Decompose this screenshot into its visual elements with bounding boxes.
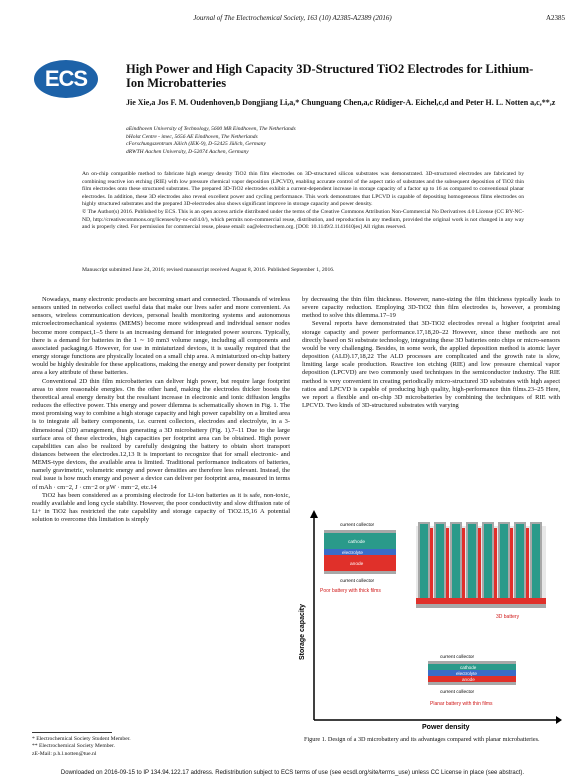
y-axis-arrow xyxy=(310,510,318,518)
affiliation: dRWTH Aachen University, D-52074 Aachen, Germany xyxy=(126,148,249,155)
logo-text: ECS xyxy=(44,66,88,91)
3d-anode-base xyxy=(416,598,546,604)
license-text: © The Author(s) 2016. Published by ECS. This is an open access article distributed under the terms of the Creative Commons Attribution Non-Commercial No Derivatives 4.0 License (CC BY-NC-ND, http://creativecommons.org/licenses/by-nc-nd/4.0/), which permits non-commercial reuse, distribution, and reproduction in any medium, provided the original work is not changed in any way and is properly cited. For permission for commercial reuse, please email: oa@electrochem.org. [DOI: 10.1149/2.1141610jes] All rights reserved. xyxy=(82,208,524,231)
label-cathode: cathode xyxy=(348,540,366,545)
label-current-collector: current collector xyxy=(340,523,375,528)
paragraph: Several reports have demonstrated that 3D-TiO2 electrodes reveal a higher footprint areal storage capacity and power performance.17,18,20–22 However, since these methods are not directly based on Si substrate technology, integrating these 3D batteries onto chips or micro-sensors would be very challenging. Besides, in some work, the applied deposition method is atomic layer deposition (ALD).17,18,22 The ALD processes are complicated and the growth rate is slow, limiting large scale production. Reactive ion etching (RIE) and low pressure chemical vapor deposition (LPCVD) are two commonly used techniques in the semiconductor industry. The RIE method is very convenient in creating periodically micro-structured 3D substrates with high aspect ratios and LPCVD is capable of producing high quality, high-performance thin films.23–25 Here, we report a flexible and on-chip 3D microbatteries by combining the techniques of RIE with LPCVD. Two kinds of 3D-structured substrates with varying xyxy=(302,320,560,410)
paragraph: Conventional 2D thin film microbatteries can deliver high power, but require large footprint areas to store reasonable energies. On the other hand, making the electrodes thicker boosts the theoretical areal energy density but the resultant increase in electronic and ionic diffusion lengths reduces the effective power. This energy and power dilemma is schematically shown in Fig. 1. The most promising way to combine a high storage capacity and high power capability on a limited area is to integrate all battery components, i.e. current collectors, electrodes and electrolyte, in a 3-dimensional (3D) arrangement, thus generating a 3D microbattery (Fig. 1).7–11 Due to the large surface area of these electrodes, high capacities per footprint area can be obtained. High power capabilities can also be realized by carefully designing the battery to obtain short transport distances between the electrodes.12,13 It is important to recognize that for small electronic- and MEMS-type devices, the available area is limited. Traditional performance indicators of batteries, namely gravimetric, volumetric energy and power densities are therefore less relevant. Instead, the real issue is how much energy and power a device can deliver per footprint area, measured in terms of mAh · cm−2, J · cm−2 or μW · mm−2, etc.14 xyxy=(32,377,290,491)
affiliation: bHolst Centre - imec, 5656 AE Eindhoven, The Netherlands xyxy=(126,133,258,140)
label-anode: anode xyxy=(462,677,475,682)
planar-battery xyxy=(428,654,516,707)
3d-collector-base xyxy=(416,604,546,608)
footnotes xyxy=(32,736,290,758)
x-axis-label: Power density xyxy=(422,724,470,731)
thick-film-battery xyxy=(320,522,396,594)
download-notice: Downloaded on 2016-09-15 to IP 134.94.122.17 address. Redistribution subject to ECS terms of use (see ecsdl.org/site/terms_use) unless CC License in place (see abstract). xyxy=(60,770,525,776)
submission-dates: Manuscript submitted June 24, 2016; revised manuscript received August 8, 2016. Published September 1, 2016. xyxy=(82,267,335,273)
label-current-collector: current collector xyxy=(440,655,475,660)
3d-battery xyxy=(416,522,546,620)
affiliations xyxy=(126,126,546,156)
affiliation: cForschungszentrum Jülich (IEK-9), D-52425 Jülich, Germany xyxy=(126,141,266,147)
ecs-logo xyxy=(34,60,98,98)
page-number: A2385 xyxy=(545,14,565,22)
paragraph: TiO2 has been considered as a promising electrode for Li-ion batteries as it is safe, non-toxic, readily available and long cycle stability. However, the poor conductivity and slow diffusion rate of Li+ in TiO2 has restricted the rate capability and storage capacity of TiO2.15,16 A potential solution to overcome this limitation is simply xyxy=(32,491,290,524)
abstract-text: An on-chip compatible method to fabricate high energy density TiO2 thin film electrodes on 3D-structured silicon substrates was demonstrated. 3D-structured electrodes are fabricated by combining reactive ion etching (RIE) with low pressure chemical vapor deposition (LPCVD), enabling accurate control of the aspect ratio of substrates and the subsequent deposition of TiO2 thin film electrodes onto these structured substrates. The prepared 3D-TiO2 electrodes exhibit a current-dependent increase in storage capacity of a factor up to 16 as compared to conventional planar electrodes. In addition, these 3D electrodes also reveal excellent power and cycling performance. This work demonstrates that LPCVD is capable of depositing homogeneous films electrodes on highly structured substrates and the prepared 3D-electrodes also shows significant improve in storage capacity and power density. xyxy=(82,171,524,208)
footnote-divider xyxy=(32,732,112,733)
journal-header: Journal of The Electrochemical Society, 163 (10) A2385-A2389 (2016) xyxy=(193,14,392,22)
footnote: ** Electrochemical Society Member. xyxy=(32,743,115,750)
figure-1 xyxy=(300,510,562,758)
collector-layer xyxy=(428,682,516,685)
label-poor-battery: Poor battery with thick films xyxy=(320,588,381,594)
label-planar-battery: Planar battery with thin films xyxy=(430,701,493,707)
collector-layer xyxy=(324,571,396,574)
collector-layer xyxy=(324,530,396,533)
label-cathode: cathode xyxy=(460,665,477,670)
y-axis-label: Storage capacity xyxy=(299,603,306,660)
x-axis-arrow xyxy=(556,716,562,724)
label-3d-battery: 3D battery xyxy=(496,614,520,620)
paragraph: Nowadays, many electronic products are becoming smart and connected. Thousands of wireless sensors united in networks collect useful data that make our lives safer and more convenient. As sensors, wireless communication devices, personal health monitoring systems and autonomous microelectromechanical systems (MEMS) become more widespread and individual sensor nodes become more compact,1–5 there is an increasing demand for integrated power sources. Typically, there is a demand for batteries in the 1 ∼ 10 mm3 volume range, including all components and associated packaging.6 However, for use in miniaturized devices, it is usually required that the energy storage functions are physically located on a small chip area. A miniaturized on-chip battery would be highly desirable for these applications, making the energy and power density per footprint area a key attribute of these batteries. xyxy=(32,296,290,377)
author-list: Jie Xie,a Jos F. M. Oudenhoven,b Dongjiang Li,a,* Chunguang Chen,a,c Rüdiger-A. Eichel,c,d and Peter H. L. Notten a,c,**,z xyxy=(126,98,556,107)
paragraph: by decreasing the thin film thickness. However, nano-sizing the film thickness typically leads to severe capacity reduction. Employing 3D-TiO2 thin film electrodes is, however, a promising method to solve this dilemma.17–19 xyxy=(302,296,560,320)
label-electrolyte: electrolyte xyxy=(342,550,363,555)
label-anode: anode xyxy=(350,562,364,567)
footnote: * Electrochemical Society Student Member. xyxy=(32,736,131,742)
figure-1-diagram xyxy=(300,510,562,732)
article-title: High Power and High Capacity 3D-Structured TiO2 Electrodes for Lithium-Ion Microbatteries xyxy=(126,62,534,90)
label-current-collector: current collector xyxy=(440,690,475,695)
right-column xyxy=(302,296,560,410)
left-column xyxy=(32,296,290,524)
label-current-collector: current collector xyxy=(340,579,375,584)
figure-caption: Figure 1. Design of a 3D microbattery and its advantages compared with planar microbatteries. xyxy=(304,736,540,743)
affiliation: aEindhoven University of Technology, 5600 MB Eindhoven, The Netherlands xyxy=(126,126,296,132)
footnote-email: zE-Mail: p.h.l.notten@tue.nl xyxy=(32,750,97,757)
abstract xyxy=(82,171,524,232)
collector-layer xyxy=(428,661,516,664)
3d-pillars xyxy=(418,522,542,602)
label-electrolyte: electrolyte xyxy=(456,671,477,676)
